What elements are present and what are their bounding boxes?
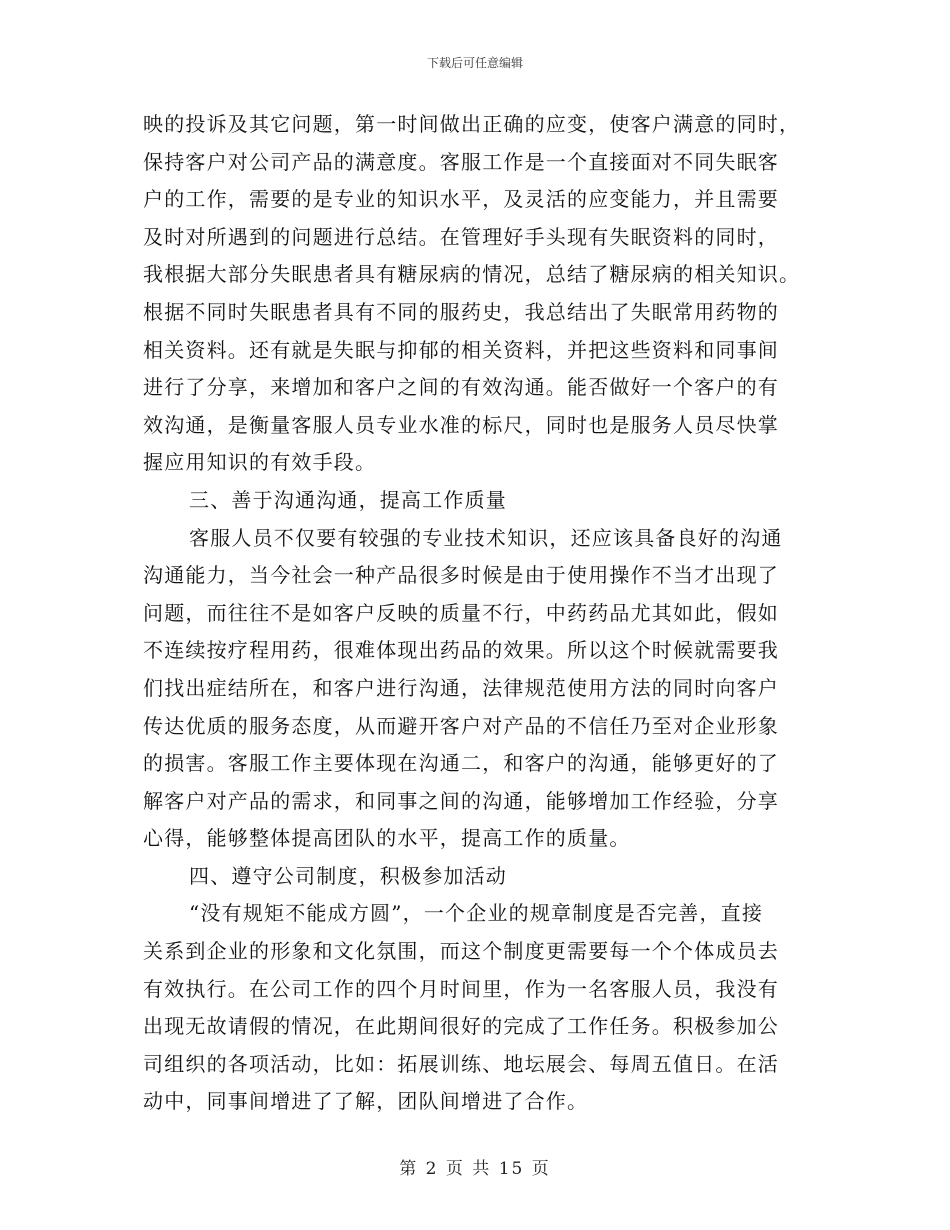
text-line: “没有规矩不能成方圆”，一个企业的规章制度是否完善，直接 <box>189 901 764 926</box>
text-line: 动中，同事间增进了了解，团队间增进了合作。 <box>143 1089 589 1114</box>
text-line: 解客户对产品的需求，和同事之间的沟通，能够增加工作经验，分享 <box>143 788 779 813</box>
text-line: 我根据大部分失眠患者具有糖尿病的情况，总结了糖尿病的相关知识。 <box>143 262 801 287</box>
text-line: 进行了分享，来增加和客户之间的有效沟通。能否做好一个客户的有 <box>143 375 779 400</box>
text-line: 保持客户对公司产品的满意度。客服工作是一个直接面对不同失眠客 <box>143 149 779 174</box>
text-line: 及时对所遇到的问题进行总结。在管理好手头现有失眠资料的同时， <box>143 224 779 249</box>
text-line: 握应用知识的有效手段。 <box>143 450 377 475</box>
text-line: 户的工作，需要的是专业的知识水平，及灵活的应变能力，并且需要 <box>143 187 779 212</box>
document-body <box>143 106 813 1121</box>
text-line: 客服人员不仅要有较强的专业技术知识，还应该具备良好的沟通 <box>189 525 783 550</box>
text-line: 根据不同时失眠患者具有不同的服药史，我总结出了失眠常用药物的 <box>143 299 779 324</box>
text-line: 传达优质的服务态度，从而避开客户对产品的不信任乃至对企业形象 <box>143 713 779 738</box>
text-line: 不连续按疗程用药，很难体现出药品的效果。所以这个时候就需要我 <box>143 638 779 663</box>
text-line: 有效执行。在公司工作的四个月时间里，作为一名客服人员，我没有 <box>143 976 779 1001</box>
page-number: 第 2 页 共 15 页 <box>399 1159 551 1179</box>
text-line: 心得，能够整体提高团队的水平，提高工作的质量。 <box>143 826 631 851</box>
page-header: 下载后可任意编辑 <box>426 56 523 70</box>
text-line: 司组织的各项活动，比如：拓展训练、地坛展会、每周五值日。在活 <box>143 1051 779 1076</box>
text-line: 相关资料。还有就是失眠与抑郁的相关资料，并把这些资料和同事间 <box>143 337 779 362</box>
section-heading: 三、善于沟通沟通，提高工作质量 <box>189 487 507 512</box>
section-heading: 四、遵守公司制度，积极参加活动 <box>189 863 507 888</box>
text-line: 们找出症结所在，和客户进行沟通，法律规范使用方法的同时向客户 <box>143 675 779 700</box>
text-line: 映的投诉及其它问题，第一时间做出正确的应变，使客户满意的同时， <box>143 112 801 136</box>
text-line: 出现无故请假的情况，在此期间很好的完成了工作任务。积极参加公 <box>143 1014 779 1039</box>
text-line: 效沟通，是衡量客服人员专业水准的标尺，同时也是服务人员尽快掌 <box>143 412 779 437</box>
text-line: 关系到企业的形象和文化氛围，而这个制度更需要每一个个体成员去 <box>143 939 779 964</box>
text-line: 问题，而往往不是如客户反映的质量不行，中药药品尤其如此，假如 <box>143 600 779 625</box>
text-line: 的损害。客服工作主要体现在沟通二，和客户的沟通，能够更好的了 <box>143 751 779 776</box>
text-line: 沟通能力，当今社会一种产品很多时候是由于使用操作不当才出现了 <box>143 563 779 588</box>
